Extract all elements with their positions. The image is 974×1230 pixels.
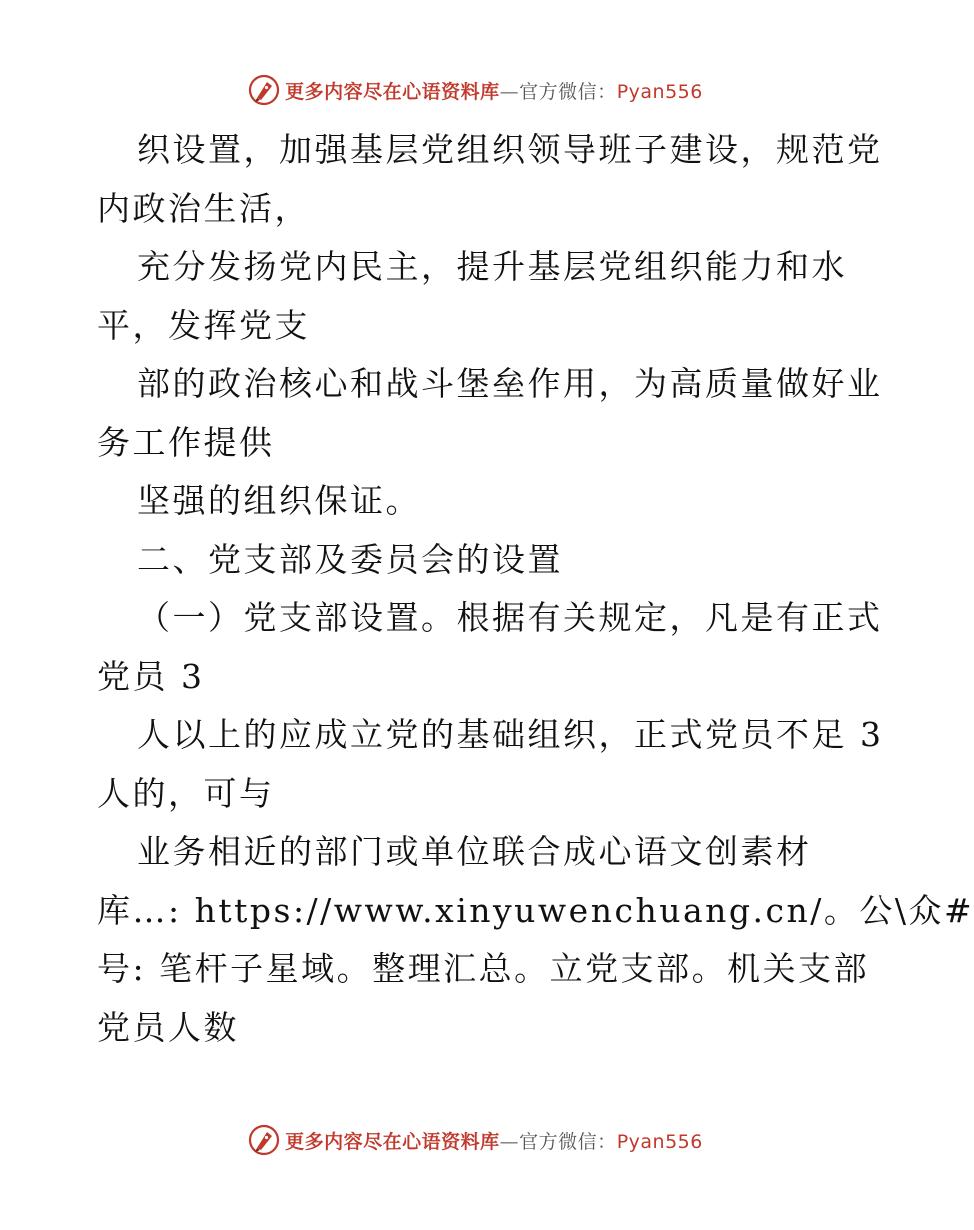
text-line: 人的，可与	[97, 773, 275, 813]
text-line: 部的政治核心和战斗堡垒作用，为高质量做好业	[137, 364, 883, 403]
text-line: 党员人数	[97, 1007, 239, 1047]
text-line: 业务相近的部门或单位联合成心语文创素材	[137, 832, 812, 871]
text-line: 务工作提供	[97, 422, 275, 462]
banner-wechat-label: 官方微信：	[519, 1130, 617, 1153]
banner-wechat-label: 官方微信：	[519, 80, 617, 103]
text-line: 平，发挥党支	[97, 305, 310, 345]
text-line: （一）党支部设置。根据有关规定，凡是有正式	[137, 598, 883, 637]
banner-separator: —	[499, 1130, 520, 1153]
section-heading: 二、党支部及委员会的设置	[137, 539, 563, 579]
banner-text	[285, 77, 703, 104]
pen-nib-logo-icon	[247, 73, 281, 107]
banner-wechat-id: Pyan556	[616, 1130, 703, 1153]
pen-nib-logo-icon	[247, 1123, 281, 1157]
footer-banner	[0, 1120, 950, 1160]
banner-text	[285, 1127, 703, 1154]
text-line: 人以上的应成立党的基础组织，正式党员不足 3	[137, 715, 884, 754]
document-body	[97, 121, 974, 1057]
text-line: 党员 3	[97, 656, 205, 696]
text-line-url: 库…: https://www.xinyuwenchuang.cn/。公\众#	[97, 890, 974, 930]
banner-wechat-id: Pyan556	[616, 80, 703, 103]
text-line: 充分发扬党内民主，提升基层党组织能力和水	[137, 247, 847, 286]
text-line: 内政治生活，	[97, 188, 310, 228]
banner-separator: —	[499, 80, 520, 103]
banner-main-text: 更多内容尽在心语资料库	[285, 1130, 500, 1153]
header-banner	[0, 70, 950, 110]
text-line: 坚强的组织保证。	[137, 481, 421, 520]
banner-main-text: 更多内容尽在心语资料库	[285, 80, 500, 103]
text-line: 织设置，加强基层党组织领导班子建设，规范党	[137, 130, 883, 169]
text-line: 号: 笔杆子星域。整理汇总。立党支部。机关支部	[97, 949, 870, 988]
